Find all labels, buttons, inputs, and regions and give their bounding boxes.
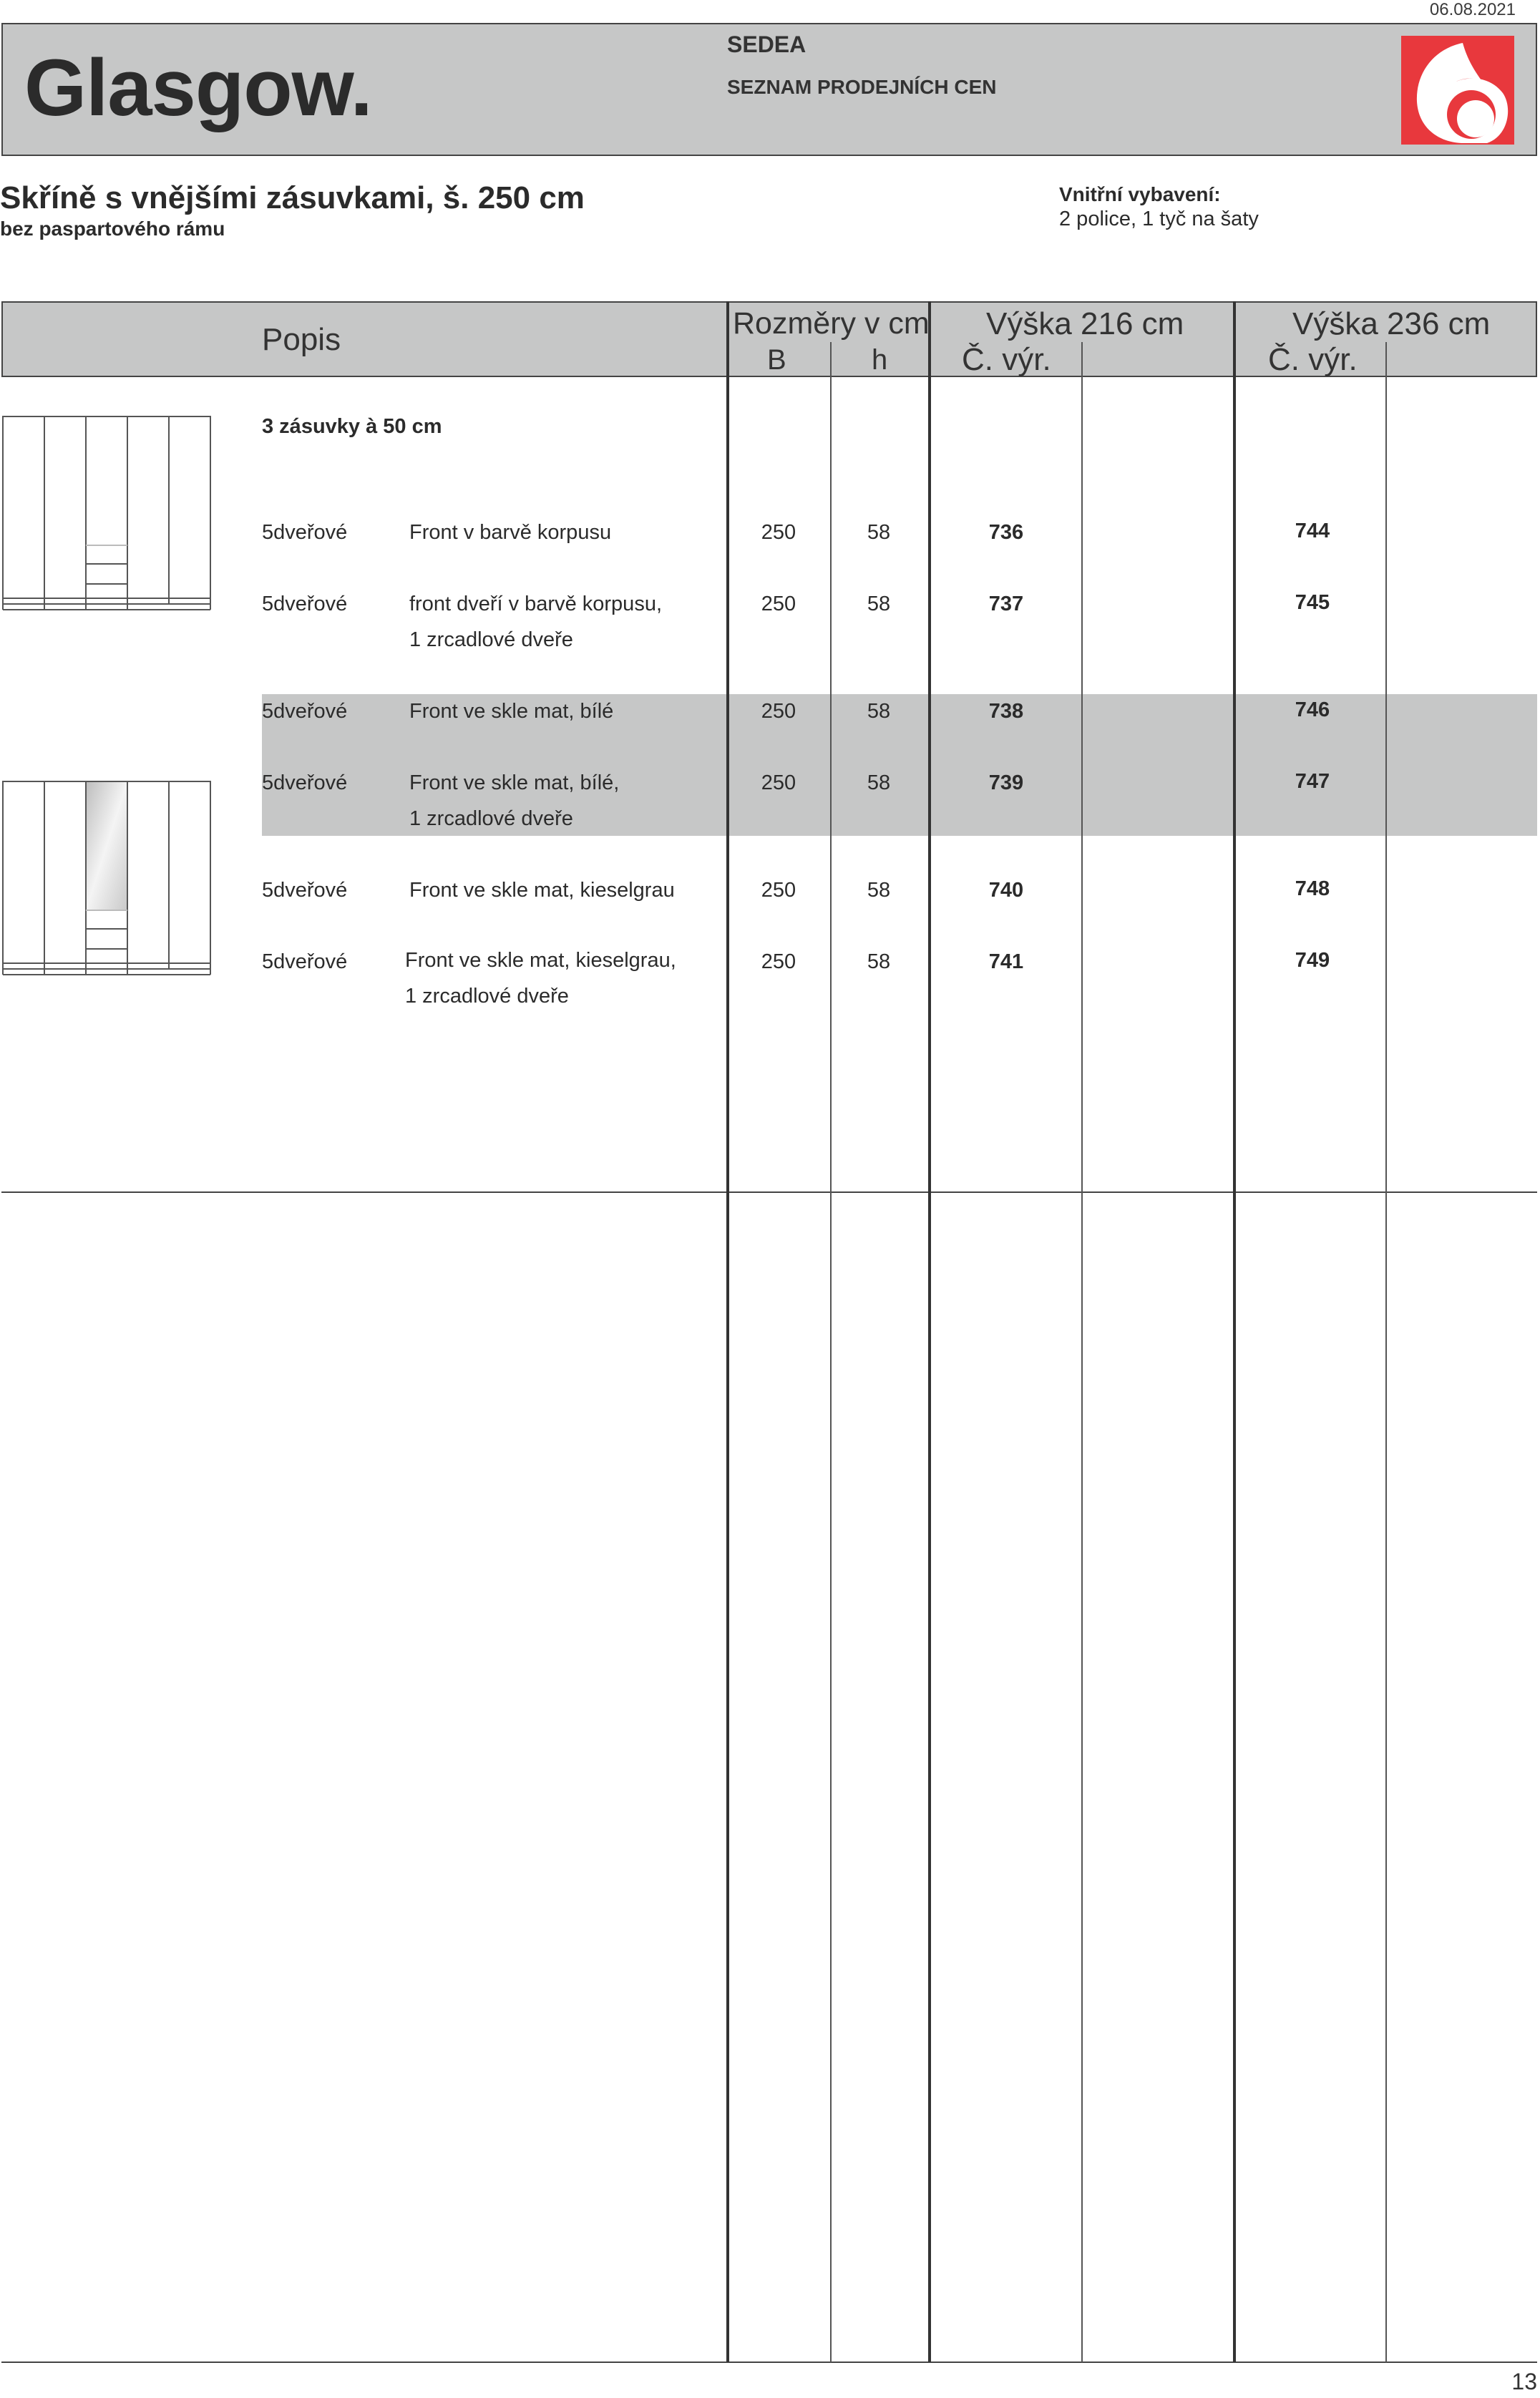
header-popis: Popis xyxy=(262,322,341,357)
wardrobe-drawings-icon xyxy=(1,415,212,613)
row-height: 58 xyxy=(867,593,891,615)
header-dimensions: Rozměry v cm xyxy=(733,306,930,341)
row-type: 5dveřové xyxy=(262,700,348,723)
row-height: 58 xyxy=(867,521,891,544)
row-item-no-236: 747 xyxy=(1295,770,1330,793)
row-type: 5dveřové xyxy=(262,879,348,902)
row-description: Front v barvě korpusu xyxy=(409,521,612,544)
row-width: 250 xyxy=(761,950,796,973)
document-title: SEZNAM PRODEJNÍCH CEN xyxy=(727,76,997,98)
group-title: 3 zásuvky à 50 cm xyxy=(262,415,442,438)
header-item-no-216: Č. výr. xyxy=(962,342,1051,377)
header-height-236: Výška 236 cm xyxy=(1292,306,1491,341)
table-bottom-border xyxy=(1,2362,1537,2363)
row-width: 250 xyxy=(761,521,796,544)
equipment-label: Vnitřní vybavení: xyxy=(1059,183,1221,205)
sedea-logo-icon xyxy=(1401,36,1514,145)
column-line xyxy=(726,301,729,2362)
row-width: 250 xyxy=(761,593,796,615)
row-item-no-236: 745 xyxy=(1295,591,1330,614)
row-description-line2: 1 zrcadlové dveře xyxy=(409,807,573,830)
header-h: h xyxy=(872,344,888,376)
row-item-no-236: 748 xyxy=(1295,877,1330,900)
column-line xyxy=(1233,301,1236,2362)
row-description-line2: 1 zrcadlové dveře xyxy=(405,985,569,1008)
row-description: Front ve skle mat, kieselgrau, xyxy=(405,949,676,972)
header-item-no-236: Č. výr. xyxy=(1268,342,1358,377)
row-description: Front ve skle mat, kieselgrau xyxy=(409,879,675,902)
row-width: 250 xyxy=(761,700,796,723)
row-description: front dveří v barvě korpusu, xyxy=(409,593,662,615)
row-description: Front ve skle mat, bílé, xyxy=(409,771,620,794)
row-description-line2: 1 zrcadlové dveře xyxy=(409,628,573,651)
row-item-no-236: 746 xyxy=(1295,698,1330,721)
column-line xyxy=(1081,342,1083,2362)
row-item-no-216: 738 xyxy=(988,700,1024,723)
column-line xyxy=(1385,342,1387,2362)
row-type: 5dveřové xyxy=(262,950,348,973)
section-subtitle: bez paspartového rámu xyxy=(0,218,225,240)
document-date: 06.08.2021 xyxy=(1429,0,1516,19)
table-divider xyxy=(1,1191,1537,1193)
row-item-no-216: 736 xyxy=(988,521,1024,544)
company-name: SEDEA xyxy=(727,31,806,57)
column-line xyxy=(928,301,931,2362)
row-type: 5dveřové xyxy=(262,771,348,794)
header-height-216: Výška 216 cm xyxy=(986,306,1184,341)
brand-name: Glasgow. xyxy=(24,43,372,132)
table-right-border xyxy=(1536,301,1537,377)
page-number: 13 xyxy=(1511,2369,1537,2394)
row-item-no-216: 741 xyxy=(988,950,1024,973)
row-height: 58 xyxy=(867,700,891,723)
row-item-no-216: 740 xyxy=(988,879,1024,902)
row-height: 58 xyxy=(867,771,891,794)
row-item-no-236: 749 xyxy=(1295,949,1330,972)
row-item-no-236: 744 xyxy=(1295,520,1330,542)
section-title: Skříně s vnějšími zásuvkami, š. 250 cm xyxy=(0,180,585,215)
row-type: 5dveřové xyxy=(262,593,348,615)
row-width: 250 xyxy=(761,879,796,902)
row-description: Front ve skle mat, bílé xyxy=(409,700,614,723)
column-line xyxy=(830,342,832,2362)
row-height: 58 xyxy=(867,950,891,973)
row-item-no-216: 739 xyxy=(988,771,1024,794)
row-item-no-216: 737 xyxy=(988,593,1024,615)
header-b: B xyxy=(767,344,786,376)
row-type: 5dveřové xyxy=(262,521,348,544)
row-height: 58 xyxy=(867,879,891,902)
table-left-border xyxy=(1,301,3,377)
table-top-border xyxy=(1,301,1537,303)
wardrobe-mirror-icon xyxy=(1,780,212,978)
row-width: 250 xyxy=(761,771,796,794)
equipment-value: 2 police, 1 tyč na šaty xyxy=(1059,208,1259,230)
